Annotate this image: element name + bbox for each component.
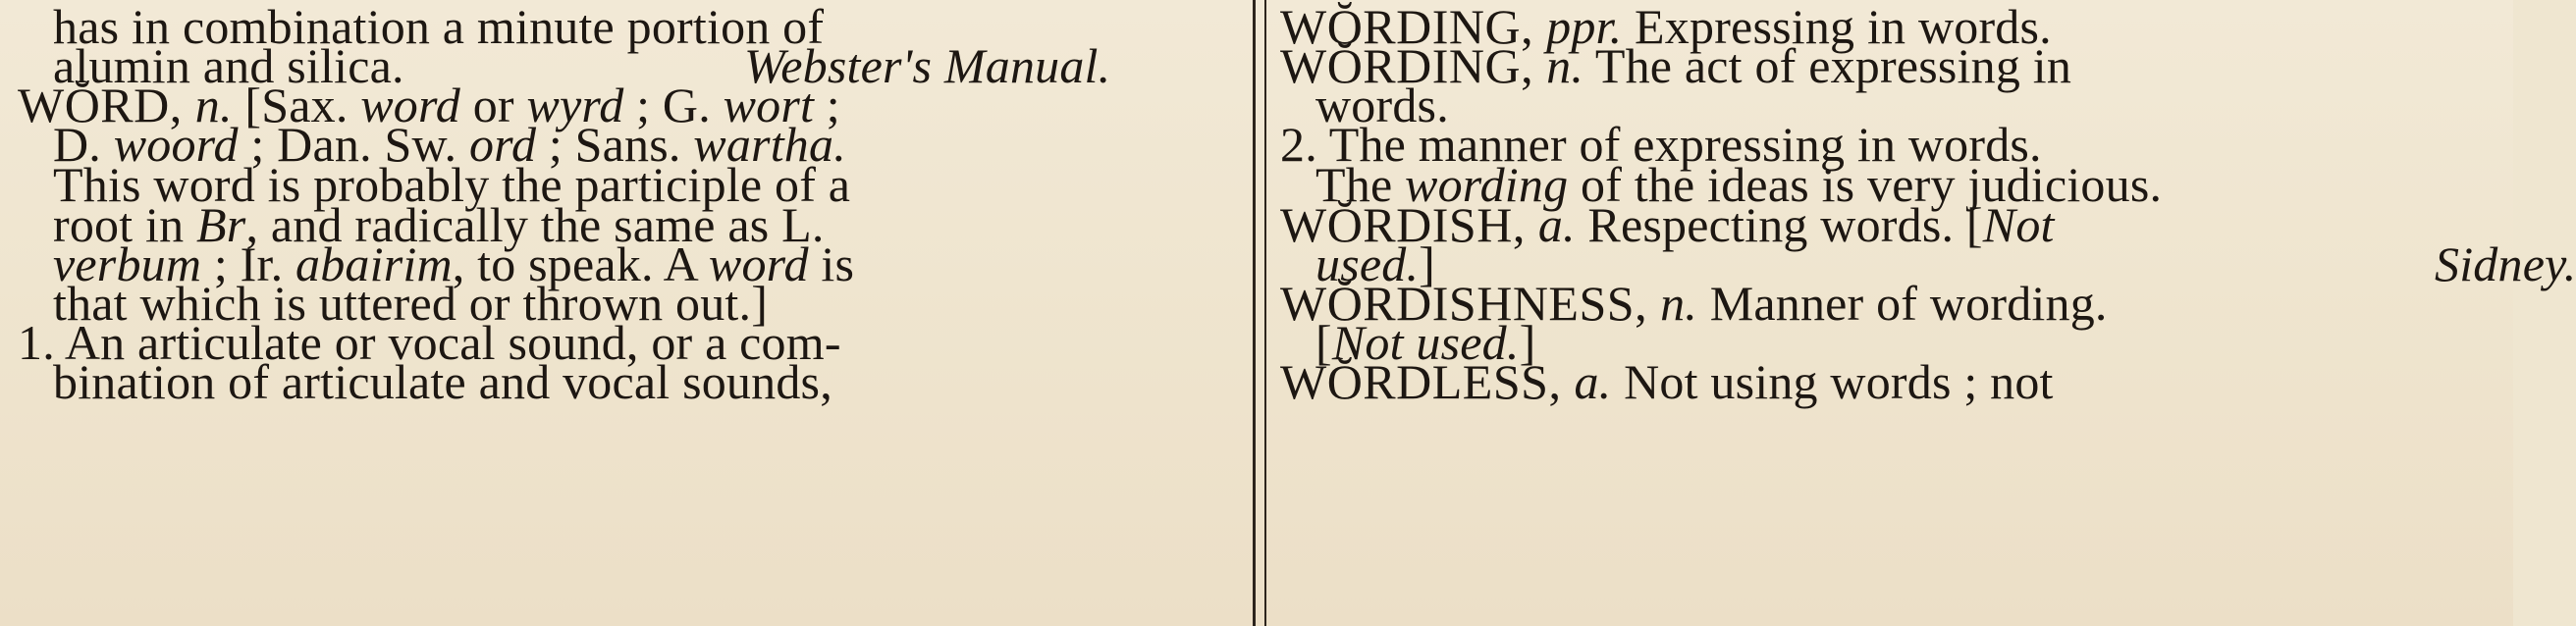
headword-wording-ppr: WŎRDING, (1280, 0, 1547, 54)
right-line-2-text: The act of expressing in (1583, 38, 2072, 93)
left-line-7-italic-1: verbum (53, 236, 202, 291)
right-line-5-text-1: The (1315, 157, 1406, 212)
right-line-8-text: Manner of wording. (1697, 276, 2108, 331)
left-line-7-text-3: is (808, 236, 855, 291)
left-line-5-text: This word is probably the participle of a (53, 157, 851, 212)
right-line-1-text: Expressing in words. (1622, 0, 2052, 54)
left-line-4-italic-2: ord (468, 117, 537, 172)
right-line-10 (1280, 354, 2054, 409)
etymology-text-2: or (460, 78, 527, 132)
left-line-4-text-3: ; Sans. (536, 117, 694, 172)
left-line-7-text-2: , to speak. A (452, 236, 709, 291)
webster-manual-citation: Webster's Manual. (744, 38, 1111, 93)
right-line-2-italic: n. (1546, 38, 1584, 93)
part-of-speech: n. (194, 78, 233, 132)
etymology-word-3: wort (723, 78, 815, 132)
left-line-8-text: that which is uttered or thrown out.] (53, 276, 769, 331)
right-line-9-text-1: [ (1315, 315, 1332, 370)
left-line-4-italic-3: wartha. (693, 117, 846, 172)
right-line-6-italic-1: a. (1537, 197, 1576, 252)
right-line-1-italic: ppr. (1546, 0, 1623, 54)
left-line-6-italic: Br (196, 197, 246, 252)
right-line-10-text: Not using words ; not (1611, 354, 2054, 409)
left-line-10 (53, 354, 832, 409)
left-column (0, 0, 1257, 626)
right-line-7-italic: used. (1315, 236, 1420, 291)
headword-wordless: WŎRDLESS, (1280, 354, 1575, 409)
right-column (1280, 0, 2576, 626)
right-line-8-italic: n. (1660, 276, 1697, 331)
left-line-4-italic-1: woord (113, 117, 239, 172)
right-line-7-text: ] (1419, 236, 1436, 291)
left-line-4-text-1: D. (53, 117, 114, 172)
headword-wording-n: WŎRDING, (1280, 38, 1547, 93)
sidney-citation: Sidney. (2435, 236, 2576, 291)
right-line-10-italic: a. (1574, 354, 1612, 409)
right-line-9-italic: Not used. (1331, 315, 1520, 370)
right-line-5-italic: wording (1405, 157, 1569, 212)
etymology-text-1: [Sax. (232, 78, 361, 132)
left-line-7-italic-2: abairim (295, 236, 453, 291)
etymology-word-2: wyrd (526, 78, 624, 132)
right-line-9-text-2: ] (1519, 315, 1536, 370)
right-line-4-text: 2. The manner of expressing in words. (1280, 117, 2042, 172)
headword-word: WŎRD, (18, 78, 195, 132)
column-rule-left (1253, 0, 1256, 626)
right-line-6-text: Respecting words. [ (1575, 197, 1983, 252)
left-line-1-text: has in combination a minute portion of (53, 0, 825, 54)
right-citation-sidney (2435, 236, 2576, 291)
left-line-4-text-2: ; Dan. Sw. (238, 117, 469, 172)
right-line-5-text-2: of the ideas is very judicious. (1568, 157, 2163, 212)
left-line-9-text: 1. An articulate or vocal sound, or a com- (18, 315, 841, 370)
column-rule-right (1264, 0, 1266, 626)
headword-wordish: WŎRDISH, (1280, 197, 1538, 252)
left-line-6-text-1: root in (53, 197, 197, 252)
right-line-6-italic-2: Not (1982, 197, 2055, 252)
left-line-7-italic-3: word (708, 236, 809, 291)
etymology-word-1: word (360, 78, 460, 132)
etymology-text-4: ; (814, 78, 840, 132)
left-line-10-text: bination of articulate and vocal sounds, (53, 354, 832, 409)
left-line-6-text-2: , and radically the same as L. (245, 197, 825, 252)
right-line-3-text: words. (1315, 78, 1449, 132)
left-line-7-text-1: ; Ir. (201, 236, 295, 291)
left-line-2-text: alumin and silica. (53, 38, 404, 93)
headword-wordishness: WŎRDISHNESS, (1280, 276, 1661, 331)
etymology-text-3: ; G. (623, 78, 724, 132)
